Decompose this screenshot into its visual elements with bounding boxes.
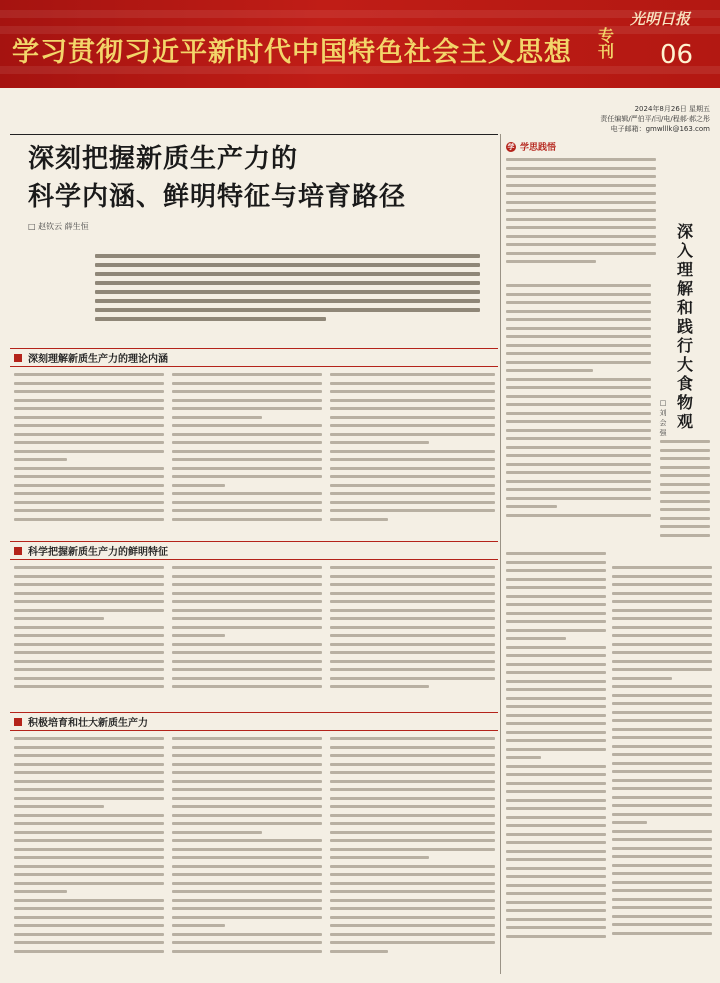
section-heading-1 — [14, 350, 168, 365]
text-column — [330, 373, 495, 533]
text-column — [14, 737, 164, 973]
text-column — [330, 566, 495, 704]
text-column — [330, 737, 495, 973]
side-article-title: 深入理解和践行大食物观 — [676, 222, 693, 431]
text-column — [14, 373, 164, 533]
page-number: 06 — [660, 40, 694, 70]
column-separator — [500, 134, 501, 974]
newspaper-logo: 光明日报 — [630, 10, 691, 28]
section-heading-2 — [14, 543, 168, 558]
header-banner — [0, 0, 720, 88]
section-divider — [10, 541, 498, 542]
section-title: 科学把握新质生产力的鲜明特征 — [28, 547, 168, 558]
editors: 责任编辑/严伯平/闫/电/程郝·郝之彤 — [600, 115, 710, 123]
article-lead — [95, 254, 480, 342]
section-divider — [10, 559, 498, 560]
column-label-text: 学思践悟 — [520, 143, 557, 153]
section-marker-icon — [14, 718, 22, 726]
headline-line-1: 深刻把握新质生产力的 — [28, 144, 299, 174]
section-divider — [10, 730, 498, 731]
side-text-column — [506, 284, 651, 544]
text-column — [172, 566, 322, 704]
side-article-author: □ 刘会强 — [659, 399, 667, 437]
side-text-column — [660, 440, 710, 560]
column-logo-icon: 学 — [507, 142, 515, 151]
section-heading-3 — [14, 714, 148, 729]
section-divider — [10, 712, 498, 713]
section-divider — [10, 348, 498, 349]
banner-title: 学习贯彻习近平新时代中国特色社会主义思想 — [12, 37, 572, 68]
side-text-column — [506, 552, 606, 972]
side-text-column — [612, 566, 712, 972]
special-issue-label: 专刊 — [598, 26, 615, 61]
text-column — [172, 373, 322, 533]
column-label — [506, 140, 556, 153]
section-divider — [10, 366, 498, 367]
section-title: 积极培育和壮大新质生产力 — [28, 718, 148, 729]
section-marker-icon — [14, 547, 22, 555]
page-info — [600, 104, 710, 134]
divider — [10, 134, 498, 135]
text-column — [172, 737, 322, 973]
headline-line-2: 科学内涵、鲜明特征与培育路径 — [28, 182, 407, 212]
side-text-column — [506, 158, 656, 278]
author-names: 赵钦云 薛生恒 — [38, 222, 89, 231]
article-authors: □ 赵钦云 薛生恒 — [28, 222, 89, 231]
section-title: 深刻理解新质生产力的理论内涵 — [28, 354, 168, 365]
issue-date: 2024年8月26日 星期五 — [634, 105, 710, 113]
text-column — [14, 566, 164, 704]
article-headline — [28, 140, 406, 216]
section-marker-icon — [14, 354, 22, 362]
contact-email: 电子邮箱：gmwlllk@163.com — [610, 125, 710, 133]
side-author-name: 刘会强 — [659, 409, 667, 437]
